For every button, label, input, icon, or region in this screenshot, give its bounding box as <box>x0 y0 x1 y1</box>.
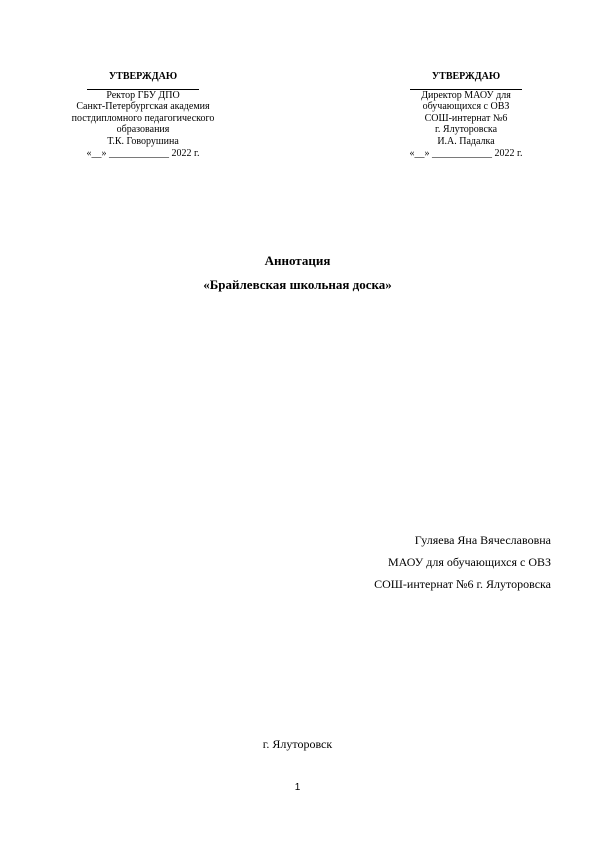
approval-line: постдипломного педагогического <box>71 112 215 124</box>
city-footer: г. Ялуторовск <box>262 737 333 751</box>
author-organization: МАОУ для обучающихся с ОВЗ <box>388 555 551 569</box>
approval-line: образования <box>116 124 170 136</box>
approval-date-line: «__» ____________ 2022 г. <box>86 147 200 159</box>
approval-line: Т.К. Говорушина <box>107 135 179 147</box>
author-block <box>251 534 551 600</box>
page-number: 1 <box>294 782 301 793</box>
author-name: Гуляева Яна Вячеславовна <box>414 533 551 547</box>
approval-date-line: «__» ____________ 2022 г. <box>409 147 523 159</box>
approval-heading-left: УТВЕРЖДАЮ <box>108 71 178 82</box>
approval-line: Ректор ГБУ ДПО <box>106 89 180 101</box>
approval-line: СОШ-интернат №6 <box>424 112 508 124</box>
approval-block-left <box>43 71 243 159</box>
approval-line: Директор МАОУ для <box>421 89 511 101</box>
approval-heading-right: УТВЕРЖДАЮ <box>431 71 501 82</box>
approval-block-right <box>366 71 566 159</box>
approval-line: г. Ялуторовска <box>434 124 498 136</box>
approval-line: обучающихся с ОВЗ <box>422 101 510 113</box>
approval-line: И.А. Падалка <box>437 135 495 147</box>
title-subject: «Брайлевская школьная доска» <box>203 277 392 292</box>
document-title <box>0 254 595 292</box>
title-annotation: Аннотация <box>264 253 331 268</box>
author-school: СОШ-интернат №6 г. Ялуторовска <box>374 577 551 591</box>
approval-line: Санкт-Петербургская академия <box>76 101 210 113</box>
